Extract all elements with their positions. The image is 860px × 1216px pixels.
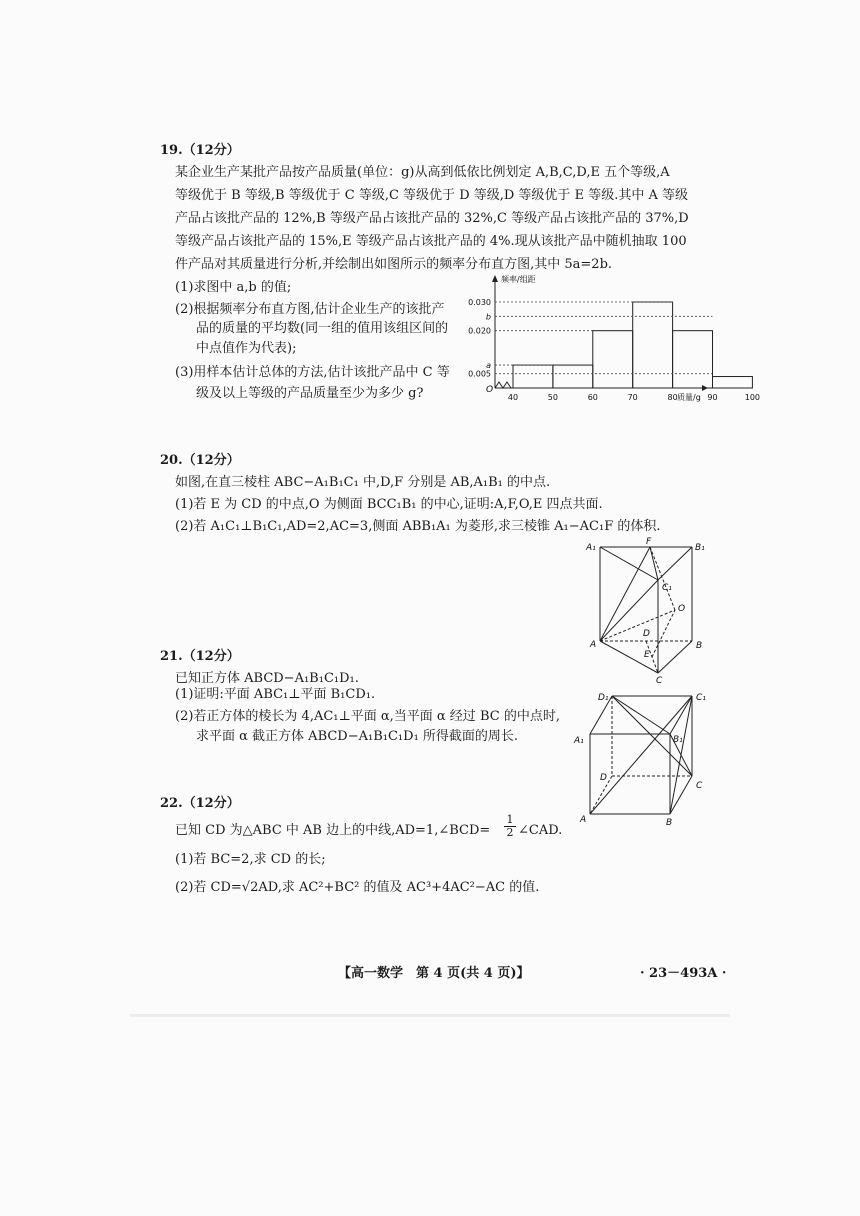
fraction-denominator: 2 <box>506 826 514 839</box>
q20-line: 如图,在直三棱柱 ABC−A₁B₁C₁ 中,D,F 分别是 AB,A₁B₁ 的中点. <box>175 475 551 490</box>
x-tick-label: 40 <box>507 393 519 402</box>
x-axis-title: 质量/g <box>677 393 701 402</box>
cube-figure <box>570 688 720 828</box>
page-bottom-divider <box>130 1014 730 1017</box>
q22-line1-a: 已知 CD 为△ABC 中 AB 边上的中线,AD=1,∠BCD= <box>175 823 491 838</box>
fraction-numerator: 1 <box>504 814 516 827</box>
x-tick-label: 60 <box>587 393 598 402</box>
y-tick-label: a <box>486 361 491 371</box>
label-A: A <box>590 640 597 650</box>
q21-line: 求平面 α 截正方体 ABCD−A₁B₁C₁D₁ 所得截面的周长. <box>196 729 519 744</box>
q19-para-line: 等级产品占该批产品的 15%,E 等级产品占该批产品的 4%.现从该批产品中随机抽取 100 <box>175 234 687 249</box>
y-tick-label: 0.020 <box>468 326 491 336</box>
y-tick-label: 0.005 <box>468 369 491 379</box>
x-tick-label: 80 <box>667 393 678 402</box>
q20-line: (2)若 A₁C₁⊥B₁C₁,AD=2,AC=3,侧面 ABB₁A₁ 为菱形,求三棱锥 A₁−AC₁F 的体积. <box>175 519 661 534</box>
histogram-bar <box>713 377 753 388</box>
q19-sub1: (1)求图中 a,b 的值; <box>175 280 292 295</box>
footer-exam-code: · 23－493A · <box>640 966 727 981</box>
label-B: B <box>696 641 703 651</box>
q20-header: 20.（12分） <box>160 453 240 468</box>
y-axis-title: 频率/组距 <box>501 275 536 284</box>
label-C: C <box>656 676 663 686</box>
label-B1: B₁ <box>695 543 705 553</box>
q22-line1-b: ∠CAD. <box>518 823 563 838</box>
q19-sub2-line: 中点值作为代表); <box>196 341 297 356</box>
histogram-bar <box>673 331 713 388</box>
label-D: D <box>600 773 607 783</box>
prism-figure <box>580 535 710 685</box>
x-tick-label: 70 <box>627 393 638 402</box>
label-C1: C₁ <box>696 693 706 703</box>
label-O: O <box>678 604 686 614</box>
label-C1: C₁ <box>662 583 672 593</box>
footer-page-info: 【高一数学 第 4 页(共 4 页)】 <box>338 966 530 981</box>
q19-sub3-line: 级及以上等级的产品质量至少为多少 g? <box>196 386 424 401</box>
frequency-histogram <box>455 272 761 412</box>
q19-header: 19.（12分） <box>160 143 240 158</box>
q19-sub2-line: (2)根据频率分布直方图,估计企业生产的该批产 <box>175 302 445 317</box>
label-B: B <box>666 818 673 828</box>
q19-para-line: 产品占该批产品的 12%,B 等级产品占该批产品的 32%,C 等级产品占该批产品的 37%,D <box>175 211 689 226</box>
y-axis-arrow <box>492 275 498 282</box>
x-tick-label: 90 <box>707 393 718 402</box>
q19-para-line: 某企业生产某批产品按产品质量(单位：g)从高到低依比例划定 A,B,C,D,E 五个等级,A <box>175 165 670 180</box>
histogram-bar <box>513 365 553 388</box>
q21-line: 已知正方体 ABCD−A₁B₁C₁D₁. <box>175 671 359 686</box>
q21-header: 21.（12分） <box>160 649 240 664</box>
q22-header: 22.（12分） <box>160 796 240 811</box>
q19-para-line: 件产品对其质量进行分析,并绘制出如图所示的频率分布直方图,其中 5a=2b. <box>175 257 613 272</box>
histogram-bar <box>553 365 593 388</box>
q19-para-line: 等级优于 B 等级,B 等级优于 C 等级,C 等级优于 D 等级,D 等级优于 E 等级.其中 A 等级 <box>175 188 688 203</box>
x-tick-label: 50 <box>547 393 558 402</box>
label-A1: A₁ <box>574 736 584 746</box>
label-D: D <box>643 629 650 639</box>
label-E: E <box>644 650 650 660</box>
histogram-bar <box>633 302 673 388</box>
label-A1: A₁ <box>586 543 596 553</box>
label-C: C <box>696 781 703 791</box>
q19-sub3-line: (3)用样本估计总体的方法,估计该批产品中 C 等 <box>175 365 450 380</box>
q21-line: (1)证明:平面 ABC₁⊥平面 B₁CD₁. <box>175 687 376 702</box>
histogram-bar <box>593 331 633 388</box>
q22-sub1: (1)若 BC=2,求 CD 的长; <box>175 852 326 867</box>
q22-sub2: (2)若 CD=√2AD,求 AC²+BC² 的值及 AC³+4AC²−AC 的值. <box>175 880 540 895</box>
label-D1: D₁ <box>598 693 609 703</box>
q21-line: (2)若正方体的棱长为 4,AC₁⊥平面 α,当平面 α 经过 BC 的中点时, <box>175 709 560 724</box>
q22-fraction <box>504 814 516 839</box>
y-tick-label: 0.030 <box>468 298 491 307</box>
label-F: F <box>646 537 652 547</box>
origin-label: O <box>486 385 494 395</box>
x-tick-label: 100 <box>744 393 761 402</box>
label-A: A <box>580 815 587 825</box>
q20-line: (1)若 E 为 CD 的中点,O 为侧面 BCC₁B₁ 的中心,证明:A,F,O,E 四点共面. <box>175 497 603 512</box>
axis-break-mark <box>495 382 511 388</box>
y-tick-label: b <box>485 312 491 322</box>
label-B1: B₁ <box>673 735 683 745</box>
q19-sub2-line: 品的质量的平均数(同一组的值用该组区间的 <box>196 321 449 336</box>
